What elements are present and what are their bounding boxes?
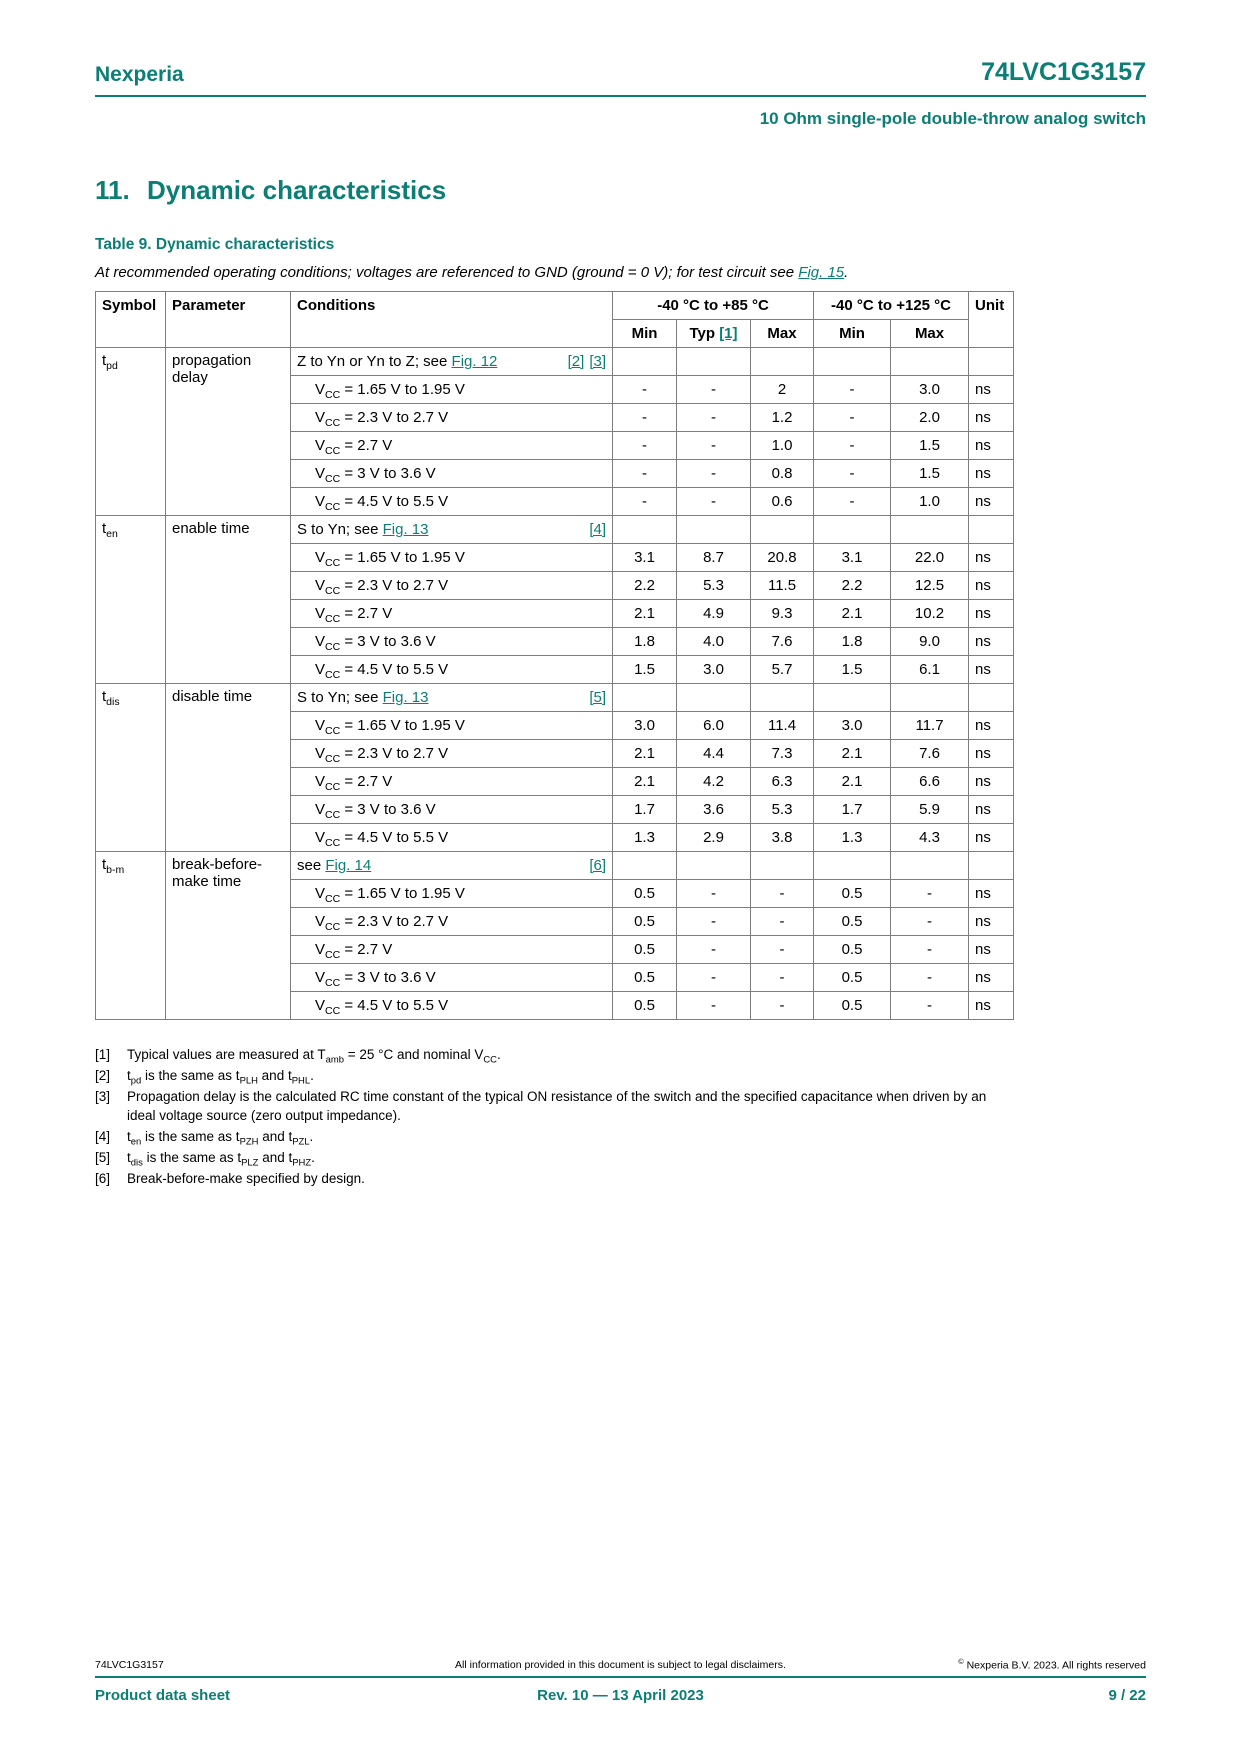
- condition-text: S to Yn; see Fig. 13: [297, 689, 429, 706]
- condition-text: Z to Yn or Yn to Z; see Fig. 12: [297, 353, 498, 370]
- value-cell: 0.5: [613, 964, 677, 992]
- col-header-symbol: Symbol: [96, 292, 166, 348]
- value-cell: 3.1: [814, 544, 891, 572]
- footnote-text: $t_{dis}$ is the same as $t_{PLZ}$ and $t_{PHZ}$.: [127, 1150, 315, 1169]
- value-cell: 2.1: [613, 600, 677, 628]
- footnote-marker: [5]: [95, 1150, 111, 1166]
- value-cell: -: [891, 908, 969, 936]
- footnote-text: $t_{pd}$ is the same as $t_{PLH}$ and $t_{PHL}$.: [127, 1068, 314, 1087]
- figure-link[interactable]: Fig. 14: [325, 857, 372, 874]
- unit-cell: ns: [969, 824, 1014, 852]
- symbol-cell: $t_{b-m}$: [96, 852, 166, 1020]
- value-cell: 2.9: [677, 824, 751, 852]
- empty-cell: [891, 684, 969, 712]
- unit-cell: ns: [969, 628, 1014, 656]
- empty-cell: [814, 684, 891, 712]
- footnote-text: Break-before-make specified by design.: [127, 1171, 365, 1187]
- value-cell: 1.5: [891, 432, 969, 460]
- copyright-symbol: ©: [958, 1656, 964, 1666]
- page-footer: [95, 1657, 1146, 1705]
- value-cell: 2.2: [814, 572, 891, 600]
- value-cell: 10.2: [891, 600, 969, 628]
- footer-doc-type: Product data sheet: [95, 1687, 231, 1704]
- condition-cell: $V_{CC} = 3$ V to 3.6 V: [291, 964, 613, 992]
- value-cell: -: [751, 964, 814, 992]
- section-number: 11.: [95, 175, 130, 205]
- condition-group-row: [96, 852, 1014, 880]
- value-cell: 0.5: [613, 880, 677, 908]
- footnote-ref-link[interactable]: [5]: [589, 689, 606, 706]
- value-cell: -: [891, 992, 969, 1020]
- value-cell: 4.3: [891, 824, 969, 852]
- empty-cell: [751, 516, 814, 544]
- table-note: [95, 264, 1146, 281]
- page-header: [95, 58, 1146, 129]
- parameter-cell: propagation delay: [166, 348, 291, 516]
- value-cell: 0.5: [814, 880, 891, 908]
- condition-cell: $V_{CC} = 2.3$ V to 2.7 V: [291, 404, 613, 432]
- value-cell: 1.8: [613, 628, 677, 656]
- value-cell: -: [751, 936, 814, 964]
- part-number: 74LVC1G3157: [981, 58, 1146, 86]
- footnote-refs: [584, 857, 606, 874]
- section-heading: Dynamic characteristics: [147, 175, 447, 205]
- value-cell: 1.5: [814, 656, 891, 684]
- condition-cell: $V_{CC} = 2.7$ V: [291, 600, 613, 628]
- unit-cell: [969, 348, 1014, 376]
- unit-cell: ns: [969, 964, 1014, 992]
- col-header-temp-range-85: -40 °C to +85 °C: [613, 292, 814, 320]
- footer-part-number: 74LVC1G3157: [95, 1659, 164, 1671]
- value-cell: 0.5: [814, 936, 891, 964]
- footnote-refs: [563, 353, 606, 370]
- value-cell: 4.2: [677, 768, 751, 796]
- footer-title-row: [95, 1687, 1146, 1704]
- unit-cell: ns: [969, 404, 1014, 432]
- empty-cell: [751, 684, 814, 712]
- value-cell: 0.5: [814, 992, 891, 1020]
- empty-cell: [814, 348, 891, 376]
- col-header-typ-85: [677, 320, 751, 348]
- condition-cell: $V_{CC} = 1.65$ V to 1.95 V: [291, 880, 613, 908]
- unit-cell: [969, 516, 1014, 544]
- value-cell: 2.1: [613, 768, 677, 796]
- col-header-conditions: Conditions: [291, 292, 613, 348]
- condition-cell: $V_{CC} = 2.3$ V to 2.7 V: [291, 908, 613, 936]
- value-cell: -: [891, 936, 969, 964]
- unit-cell: ns: [969, 656, 1014, 684]
- value-cell: 2.0: [891, 404, 969, 432]
- condition-cell: $V_{CC} = 4.5$ V to 5.5 V: [291, 824, 613, 852]
- condition-cell: $V_{CC} = 2.3$ V to 2.7 V: [291, 572, 613, 600]
- condition-cell: $V_{CC} = 2.7$ V: [291, 936, 613, 964]
- condition-cell: $V_{CC} = 2.7$ V: [291, 432, 613, 460]
- condition-group-row: [96, 684, 1014, 712]
- empty-cell: [677, 852, 751, 880]
- value-cell: -: [677, 936, 751, 964]
- condition-header-cell: [291, 684, 613, 712]
- value-cell: -: [677, 992, 751, 1020]
- footer-revision: Rev. 10 — 13 April 2023: [537, 1687, 704, 1704]
- table-header-row-1: [96, 292, 1014, 320]
- value-cell: 1.0: [891, 488, 969, 516]
- value-cell: -: [814, 460, 891, 488]
- unit-cell: ns: [969, 712, 1014, 740]
- footer-copyright: [796, 1657, 1146, 1672]
- value-cell: -: [677, 376, 751, 404]
- value-cell: -: [751, 992, 814, 1020]
- footnote-item: [95, 1170, 1000, 1188]
- value-cell: 9.3: [751, 600, 814, 628]
- footnote-item: [95, 1067, 1000, 1085]
- unit-cell: ns: [969, 880, 1014, 908]
- value-cell: -: [891, 964, 969, 992]
- value-cell: 1.5: [891, 460, 969, 488]
- value-cell: 0.5: [814, 908, 891, 936]
- typ-label: Typ: [689, 325, 716, 342]
- unit-cell: [969, 852, 1014, 880]
- empty-cell: [677, 684, 751, 712]
- value-cell: 2.1: [613, 740, 677, 768]
- condition-cell: $V_{CC} = 1.65$ V to 1.95 V: [291, 376, 613, 404]
- col-header-unit: Unit: [969, 292, 1014, 348]
- value-cell: 1.3: [613, 824, 677, 852]
- value-cell: 0.8: [751, 460, 814, 488]
- empty-cell: [613, 852, 677, 880]
- value-cell: 6.3: [751, 768, 814, 796]
- value-cell: 7.3: [751, 740, 814, 768]
- value-cell: 1.0: [751, 432, 814, 460]
- footnote-refs: [584, 689, 606, 706]
- empty-cell: [751, 852, 814, 880]
- unit-cell: ns: [969, 740, 1014, 768]
- figure-link[interactable]: Fig. 13: [382, 521, 429, 538]
- unit-cell: ns: [969, 572, 1014, 600]
- table-caption: Table 9. Dynamic characteristics: [95, 236, 335, 253]
- value-cell: 3.1: [613, 544, 677, 572]
- value-cell: -: [814, 404, 891, 432]
- unit-cell: ns: [969, 488, 1014, 516]
- value-cell: 11.7: [891, 712, 969, 740]
- value-cell: 1.7: [613, 796, 677, 824]
- unit-cell: ns: [969, 600, 1014, 628]
- value-cell: -: [891, 880, 969, 908]
- value-cell: -: [677, 964, 751, 992]
- condition-header-cell: [291, 852, 613, 880]
- footnote-item: [95, 1046, 1000, 1064]
- header-row: [95, 58, 1146, 87]
- footnote-text: Typical values are measured at $T_{amb} = 25$ °C and nominal $V_{CC}$.: [127, 1047, 501, 1066]
- value-cell: 2.1: [814, 740, 891, 768]
- footnote-marker: [2]: [95, 1068, 111, 1084]
- footnote-text: $t_{en}$ is the same as $t_{PZH}$ and $t_{PZL}$.: [127, 1128, 314, 1148]
- value-cell: 9.0: [891, 628, 969, 656]
- value-cell: 7.6: [891, 740, 969, 768]
- value-cell: 3.0: [613, 712, 677, 740]
- empty-cell: [891, 852, 969, 880]
- value-cell: 7.6: [751, 628, 814, 656]
- value-cell: 5.3: [751, 796, 814, 824]
- value-cell: 1.8: [814, 628, 891, 656]
- col-header-max-85: Max: [751, 320, 814, 348]
- footer-disclaimer: All information provided in this document is subject to legal disclaimers.: [455, 1659, 786, 1671]
- value-cell: -: [751, 880, 814, 908]
- footer-divider: [95, 1676, 1146, 1678]
- value-cell: -: [613, 404, 677, 432]
- value-cell: -: [613, 376, 677, 404]
- empty-cell: [891, 516, 969, 544]
- condition-cell: $V_{CC} = 3$ V to 3.6 V: [291, 796, 613, 824]
- footnote-item: [95, 1088, 1000, 1124]
- value-cell: 6.1: [891, 656, 969, 684]
- value-cell: 0.5: [613, 936, 677, 964]
- value-cell: -: [677, 880, 751, 908]
- table-note-period: .: [844, 264, 849, 281]
- unit-cell: ns: [969, 908, 1014, 936]
- col-header-min-125: Min: [814, 320, 891, 348]
- unit-cell: ns: [969, 936, 1014, 964]
- dynamic-characteristics-table: [95, 291, 1014, 1020]
- footnote-ref-link[interactable]: [2]: [567, 353, 585, 370]
- unit-cell: ns: [969, 376, 1014, 404]
- footnote-marker: [4]: [95, 1128, 111, 1144]
- value-cell: 0.5: [613, 992, 677, 1020]
- value-cell: 2.2: [613, 572, 677, 600]
- header-divider: [95, 95, 1146, 97]
- value-cell: 11.4: [751, 712, 814, 740]
- value-cell: -: [677, 908, 751, 936]
- value-cell: 3.6: [677, 796, 751, 824]
- value-cell: -: [814, 376, 891, 404]
- symbol-cell: $t_{pd}$: [96, 348, 166, 516]
- value-cell: -: [613, 460, 677, 488]
- value-cell: -: [613, 432, 677, 460]
- symbol-cell: $t_{en}$: [96, 516, 166, 684]
- value-cell: -: [613, 488, 677, 516]
- value-cell: -: [751, 908, 814, 936]
- condition-cell: $V_{CC} = 2.7$ V: [291, 768, 613, 796]
- value-cell: 0.6: [751, 488, 814, 516]
- empty-cell: [751, 348, 814, 376]
- value-cell: 8.7: [677, 544, 751, 572]
- empty-cell: [891, 348, 969, 376]
- condition-cell: $V_{CC} = 1.65$ V to 1.95 V: [291, 544, 613, 572]
- figure-link[interactable]: Fig. 13: [382, 689, 429, 706]
- footnote-ref-link[interactable]: [6]: [589, 857, 606, 874]
- footnote-text: Propagation delay is the calculated RC time constant of the typical ON resistance of the switch and the specified capacitance when driven by an ideal voltage source (zero output impedance).: [127, 1089, 987, 1123]
- value-cell: 3.0: [814, 712, 891, 740]
- parameter-cell: disable time: [166, 684, 291, 852]
- value-cell: 5.7: [751, 656, 814, 684]
- condition-header-cell: [291, 516, 613, 544]
- value-cell: 1.2: [751, 404, 814, 432]
- value-cell: 3.0: [891, 376, 969, 404]
- value-cell: 0.5: [613, 908, 677, 936]
- value-cell: -: [677, 488, 751, 516]
- document-subtitle: 10 Ohm single-pole double-throw analog switch: [759, 109, 1146, 128]
- col-header-min-85: Min: [613, 320, 677, 348]
- parameter-cell: enable time: [166, 516, 291, 684]
- footnote-marker: [6]: [95, 1171, 111, 1187]
- value-cell: -: [814, 432, 891, 460]
- empty-cell: [814, 516, 891, 544]
- value-cell: 11.5: [751, 572, 814, 600]
- footnote-item: [95, 1149, 1000, 1167]
- value-cell: 2.1: [814, 600, 891, 628]
- value-cell: 0.5: [814, 964, 891, 992]
- value-cell: 2: [751, 376, 814, 404]
- condition-text: S to Yn; see Fig. 13: [297, 521, 429, 538]
- empty-cell: [613, 684, 677, 712]
- unit-cell: ns: [969, 460, 1014, 488]
- footnotes: [95, 1046, 1000, 1189]
- col-header-parameter: Parameter: [166, 292, 291, 348]
- parameter-cell: break-before-make time: [166, 852, 291, 1020]
- value-cell: 5.9: [891, 796, 969, 824]
- condition-cell: $V_{CC} = 3$ V to 3.6 V: [291, 460, 613, 488]
- table-body: [96, 348, 1014, 1020]
- condition-cell: $V_{CC} = 4.5$ V to 5.5 V: [291, 992, 613, 1020]
- footer-page-number: 9 / 22: [1108, 1687, 1146, 1704]
- figure-link[interactable]: Fig. 12: [451, 353, 498, 370]
- footnote-1-ref-link[interactable]: [1]: [719, 325, 738, 342]
- brand-name: Nexperia: [95, 63, 184, 86]
- value-cell: 4.4: [677, 740, 751, 768]
- condition-cell: $V_{CC} = 3$ V to 3.6 V: [291, 628, 613, 656]
- value-cell: 1.5: [613, 656, 677, 684]
- value-cell: 1.3: [814, 824, 891, 852]
- value-cell: 6.0: [677, 712, 751, 740]
- footer-info-row: [95, 1657, 1146, 1672]
- value-cell: -: [677, 432, 751, 460]
- section-title: [95, 175, 1146, 206]
- value-cell: 6.6: [891, 768, 969, 796]
- empty-cell: [677, 516, 751, 544]
- value-cell: -: [814, 488, 891, 516]
- value-cell: 5.3: [677, 572, 751, 600]
- condition-cell: $V_{CC} = 2.3$ V to 2.7 V: [291, 740, 613, 768]
- condition-cell: $V_{CC} = 4.5$ V to 5.5 V: [291, 488, 613, 516]
- condition-cell: $V_{CC} = 1.65$ V to 1.95 V: [291, 712, 613, 740]
- unit-cell: ns: [969, 796, 1014, 824]
- footnote-ref-link[interactable]: [4]: [589, 521, 606, 538]
- unit-cell: ns: [969, 992, 1014, 1020]
- value-cell: -: [677, 460, 751, 488]
- footnote-marker: [3]: [95, 1089, 111, 1105]
- value-cell: 3.8: [751, 824, 814, 852]
- value-cell: 1.7: [814, 796, 891, 824]
- empty-cell: [613, 348, 677, 376]
- footnote-marker: [1]: [95, 1047, 111, 1062]
- unit-cell: ns: [969, 432, 1014, 460]
- value-cell: 12.5: [891, 572, 969, 600]
- unit-cell: ns: [969, 768, 1014, 796]
- value-cell: 4.0: [677, 628, 751, 656]
- fig-15-link[interactable]: Fig. 15: [798, 264, 845, 281]
- condition-header-cell: [291, 348, 613, 376]
- empty-cell: [613, 516, 677, 544]
- symbol-cell: $t_{dis}$: [96, 684, 166, 852]
- footnote-ref-link[interactable]: [3]: [589, 353, 606, 370]
- value-cell: 22.0: [891, 544, 969, 572]
- footnote-refs: [584, 521, 606, 538]
- condition-text: see Fig. 14: [297, 857, 372, 874]
- empty-cell: [814, 852, 891, 880]
- value-cell: 4.9: [677, 600, 751, 628]
- value-cell: 2.1: [814, 768, 891, 796]
- value-cell: -: [677, 404, 751, 432]
- condition-group-row: [96, 348, 1014, 376]
- condition-group-row: [96, 516, 1014, 544]
- table-head: [96, 292, 1014, 348]
- col-header-temp-range-125: -40 °C to +125 °C: [814, 292, 969, 320]
- unit-cell: ns: [969, 544, 1014, 572]
- footnote-item: [95, 1128, 1000, 1146]
- condition-cell: $V_{CC} = 4.5$ V to 5.5 V: [291, 656, 613, 684]
- value-cell: 3.0: [677, 656, 751, 684]
- table-note-text: At recommended operating conditions; voltages are referenced to GND (ground = 0 V); for test circuit see: [95, 264, 799, 281]
- value-cell: 20.8: [751, 544, 814, 572]
- unit-cell: [969, 684, 1014, 712]
- col-header-max-125: Max: [891, 320, 969, 348]
- copyright-text: Nexperia B.V. 2023. All rights reserved: [966, 1659, 1146, 1671]
- empty-cell: [677, 348, 751, 376]
